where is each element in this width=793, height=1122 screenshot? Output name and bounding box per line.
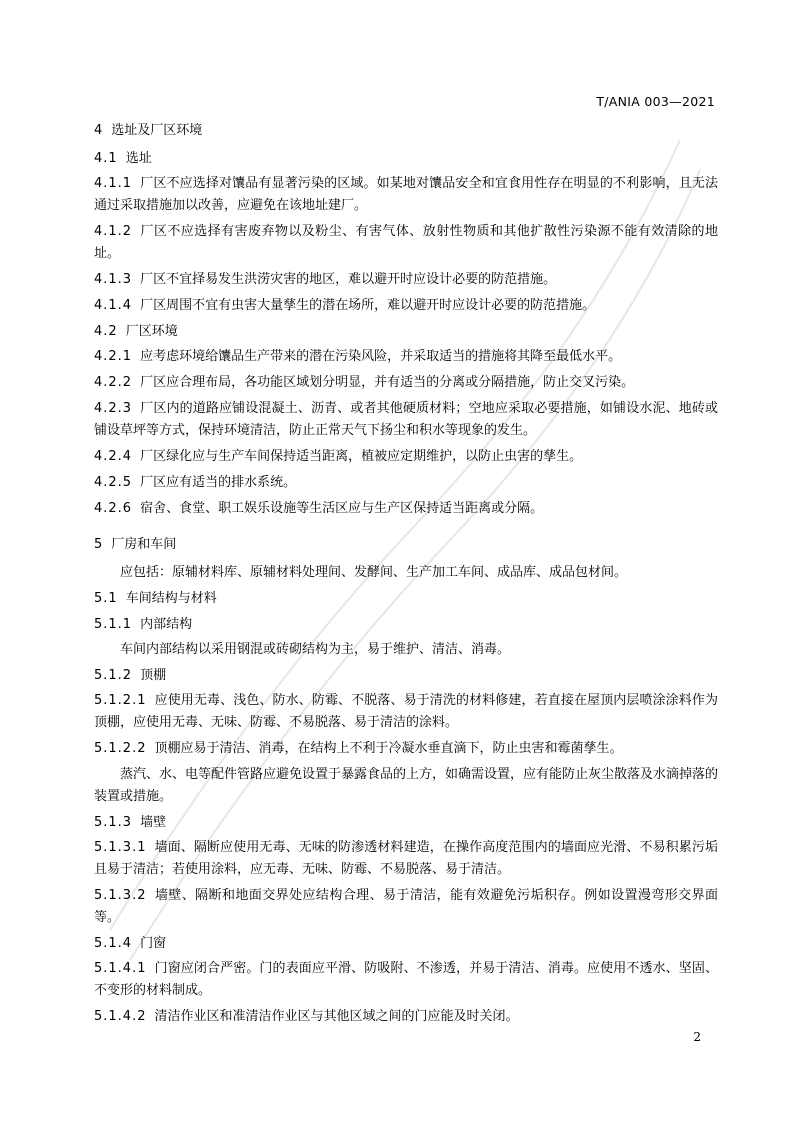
clause-text: 厂区周围不宜有虫害大量孳生的潜在场所，难以避开时应设计必要的防范措施。 (140, 298, 596, 313)
clause (94, 398, 718, 442)
clause-number: 4.1.1 (94, 176, 133, 191)
clause-text: 门窗应闭合严密。门的表面应平滑、防吸附、不渗透，并易于清洁、消毒。应使用不透水、坚固、不变形的材料制成。 (94, 961, 718, 998)
clause-text: 厂区不宜择易发生洪涝灾害的地区，难以避开时应设计必要的防范措施。 (140, 272, 557, 287)
clause-number: 4.2.1 (94, 349, 133, 364)
clause-text: 厂区内的道路应铺设混凝土、沥青、或者其他硬质材料；空地应采取必要措施，如铺设水泥、地砖或铺设草坪等方式，保持环境清洁，防止正常天气下扬尘和积水等现象的发生。 (94, 401, 718, 438)
subsection-heading (94, 665, 718, 687)
subsection-heading (94, 148, 718, 170)
clause-number: 4.2 (94, 324, 118, 339)
clause-number: 4.1.2 (94, 224, 133, 239)
clause-number: 4.2.5 (94, 475, 133, 490)
clause-number: 5 (94, 537, 104, 552)
standard-code: T/ANIA 003—2021 (596, 94, 715, 109)
clause (94, 690, 718, 734)
clause-text: 宿舍、食堂、职工娱乐设施等生活区应与生产区保持适当距离或分隔。 (140, 501, 544, 516)
clause (94, 885, 718, 929)
clause-number: 5.1.3.2 (94, 888, 147, 903)
clause-number: 4.2.6 (94, 501, 133, 516)
clause-text: 厂区环境 (125, 324, 178, 339)
subsection-heading (94, 812, 718, 834)
clause-text: 车间结构与材料 (125, 591, 217, 606)
clause-text: 厂区应有适当的排水系统。 (140, 475, 297, 490)
clause-number: 5.1 (94, 591, 118, 606)
paragraph (94, 639, 718, 661)
clause-text: 顶棚 (140, 668, 167, 683)
clause-number: 5.1.1 (94, 617, 133, 632)
clause-text: 厂区不应选择有害废弃物以及粉尘、有害气体、放射性物质和其他扩散性污染源不能有效清除的地址。 (94, 224, 718, 261)
clause-number: 4.2.2 (94, 375, 133, 390)
clause-number: 4 (94, 123, 104, 138)
clause (94, 173, 718, 217)
subsection-heading (94, 321, 718, 343)
clause-number: 5.1.3.1 (94, 840, 147, 855)
clause (94, 346, 718, 368)
subsection-heading (94, 933, 718, 955)
clause (94, 472, 718, 494)
clause (94, 269, 718, 291)
page-number: 2 (693, 1030, 701, 1044)
clause-number: 5.1.2 (94, 668, 133, 683)
clause (94, 498, 718, 520)
clause-text: 内部结构 (140, 617, 193, 632)
clause-text: 应使用无毒、浅色、防水、防霉、不脱落、易于清洗的材料修建，若直接在屋顶内层喷涂涂料作为顶棚，应使用无毒、无味、防霉、不易脱落、易于清洁的涂料。 (94, 693, 718, 730)
clause-text: 应包括：原辅材料库、原辅材料处理间、发酵间、生产加工车间、成品库、成品包材间。 (120, 565, 628, 580)
clause (94, 221, 718, 265)
clause-text: 墙壁、隔断和地面交界处应结构合理、易于清洁，能有效避免污垢积存。例如设置漫弯形交界面等。 (94, 888, 718, 925)
paragraph (94, 562, 718, 584)
clause-text: 厂房和车间 (111, 537, 177, 552)
clause-number: 4.2.3 (94, 401, 133, 416)
subsection-heading (94, 614, 718, 636)
paragraph (94, 764, 718, 808)
clause-number: 5.1.2.1 (94, 693, 147, 708)
clause-number: 4.1.4 (94, 298, 133, 313)
clause-number: 5.1.2.2 (94, 741, 147, 756)
clause-text: 清洁作业区和准清洁作业区与其他区域之间的门应能及时关闭。 (154, 1009, 519, 1024)
clause-number: 5.1.4 (94, 936, 133, 951)
subsection-heading (94, 588, 718, 610)
clause (94, 958, 718, 1002)
clause (94, 446, 718, 468)
clause-number: 5.1.3 (94, 815, 133, 830)
clause-text: 选址及厂区环境 (111, 123, 203, 138)
clause-text: 墙面、隔断应使用无毒、无味的防渗透材料建造，在操作高度范围内的墙面应光滑、不易积累污垢且易于清洁；若使用涂料，应无毒、无味、防霉、不易脱落、易于清洁。 (94, 840, 718, 877)
clause-text: 选址 (125, 151, 152, 166)
clause-number: 4.2.4 (94, 449, 133, 464)
clause-number: 4.1 (94, 151, 118, 166)
clause-text: 蒸汽、水、电等配件管路应避免设置于暴露食品的上方，如确需设置，应有能防止灰尘散落及水滴掉落的装置或措施。 (94, 767, 719, 804)
clause-text: 墙壁 (140, 815, 167, 830)
clause-text: 顶棚应易于清洁、消毒，在结构上不利于冷凝水垂直滴下，防止虫害和霉菌孳生。 (154, 741, 623, 756)
clause-text: 厂区不应选择对馕品有显著污染的区域。如某地对馕品安全和宜食用性存在明显的不利影响，且无法通过采取措施加以改善，应避免在该地址建厂。 (94, 176, 718, 213)
document-body (94, 120, 718, 1032)
clause (94, 1006, 718, 1028)
clause (94, 738, 718, 760)
clause-number: 4.1.3 (94, 272, 133, 287)
clause-text: 厂区应合理布局，各功能区域划分明显，并有适当的分离或分隔措施，防止交叉污染。 (140, 375, 635, 390)
section-heading (94, 120, 718, 142)
clause (94, 295, 718, 317)
clause-text: 厂区绿化应与生产车间保持适当距离，植被应定期维护，以防止虫害的孳生。 (140, 449, 583, 464)
clause-text: 车间内部结构以采用钢混或砖砌结构为主，易于维护、清洁、消毒。 (120, 642, 511, 657)
clause-text: 门窗 (140, 936, 167, 951)
clause-text: 应考虑环境给馕品生产带来的潜在污染风险，并采取适当的措施将其降至最低水平。 (140, 349, 622, 364)
clause (94, 372, 718, 394)
clause (94, 837, 718, 881)
section-heading (94, 534, 718, 556)
clause-number: 5.1.4.1 (94, 961, 147, 976)
clause-number: 5.1.4.2 (94, 1009, 147, 1024)
